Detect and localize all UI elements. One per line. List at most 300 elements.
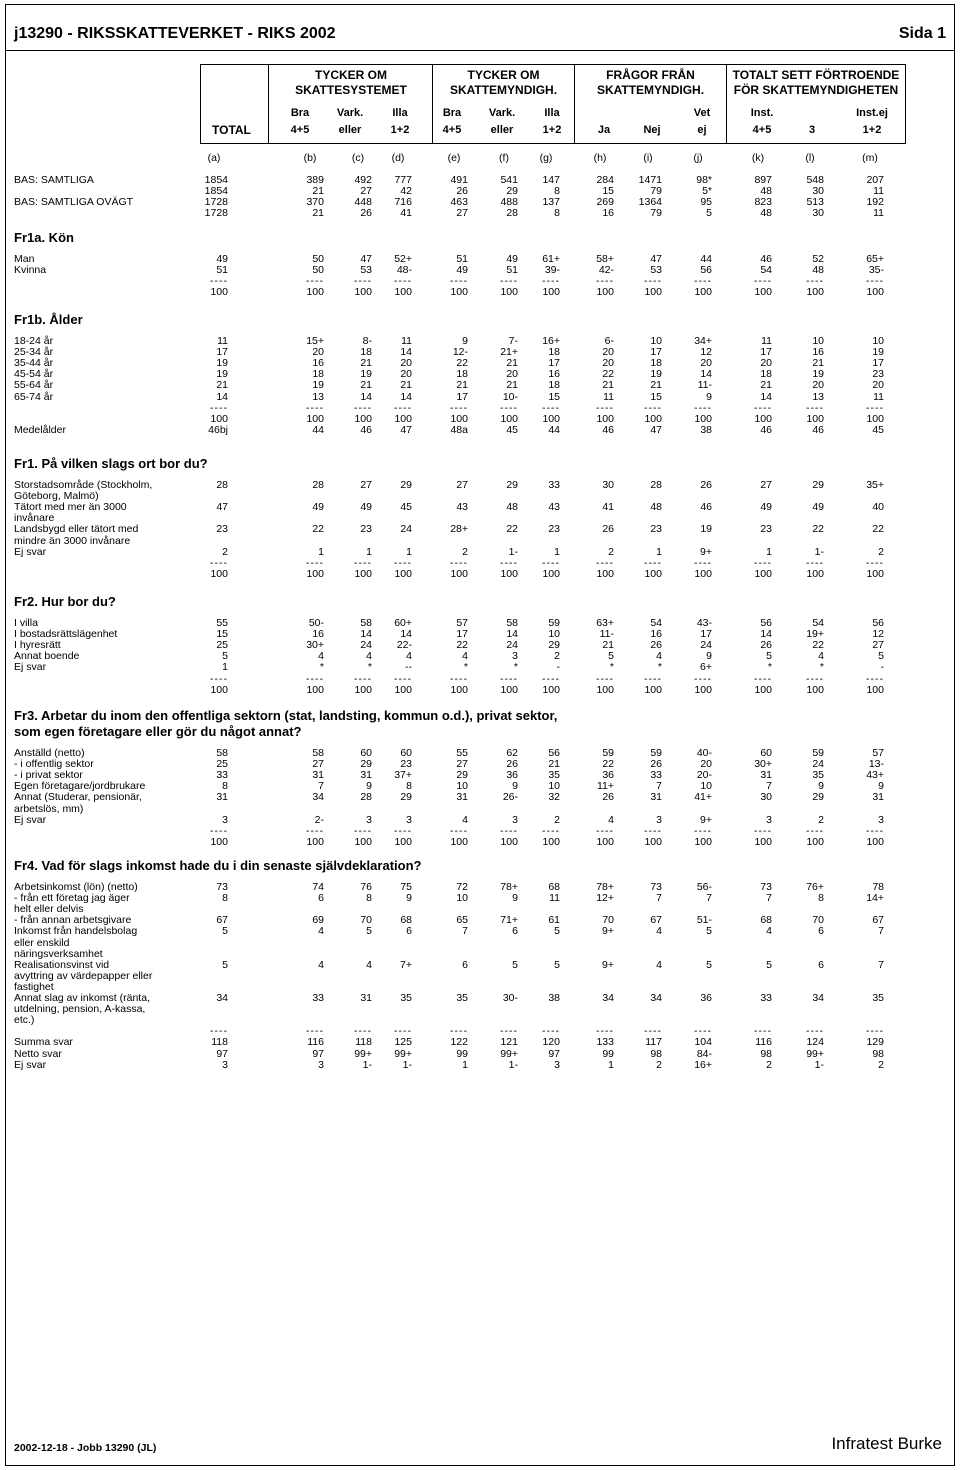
cell-value: 104	[694, 1036, 712, 1049]
cell-value: 14	[760, 628, 772, 641]
cell-value: ----	[694, 672, 712, 685]
cell-value: *	[319, 661, 324, 674]
cell-value: 48	[812, 264, 824, 277]
cell-value: 100	[596, 835, 614, 848]
cell-value: 98*	[696, 174, 712, 186]
cell-value: 100	[754, 412, 772, 425]
cell-value: 46	[700, 501, 712, 514]
cell-value: 1-	[508, 1058, 518, 1071]
cell-value: 22	[312, 523, 324, 536]
cell-value: 463	[450, 196, 468, 209]
cell-value: ----	[450, 556, 468, 569]
cell-value: 17	[456, 628, 468, 641]
cell-value: 70	[602, 914, 614, 927]
column-id: (m)	[862, 152, 878, 164]
cell-value: 9	[366, 780, 372, 793]
cell-value: 9	[462, 335, 468, 347]
subheader-bottom: ej	[697, 124, 707, 136]
cell-value: 5	[222, 958, 228, 971]
cell-value: 11	[873, 185, 884, 198]
cell-value: 30+	[754, 758, 772, 771]
column-divider	[268, 64, 269, 144]
cell-value: 63+	[596, 617, 614, 629]
cell-value: ----	[806, 401, 824, 414]
cell-value: 11	[873, 207, 884, 220]
cell-value: 7	[766, 780, 772, 793]
cell-value: 20	[312, 346, 324, 359]
cell-value: 20	[760, 357, 772, 370]
cell-value: 58	[312, 747, 324, 759]
cell-value: ----	[542, 401, 560, 414]
table-row	[0, 882, 960, 893]
cell-value: 46	[360, 423, 372, 436]
cell-value: 548	[806, 174, 824, 186]
subheader-bottom: eller	[490, 124, 514, 136]
cell-value: 12-	[452, 346, 468, 359]
cell-value: 147	[542, 174, 560, 186]
cell-value: 34	[216, 992, 228, 1004]
cell-value: 17	[548, 357, 560, 370]
cell-value: 7	[766, 892, 772, 905]
row-label: Ej svar	[14, 661, 47, 674]
cell-value: 1728	[204, 207, 228, 220]
cell-value: 26	[506, 758, 518, 771]
cell-value: 24	[400, 523, 412, 536]
cell-value: 10	[548, 628, 560, 641]
cell-value: 100	[866, 683, 884, 696]
cell-value: 3	[554, 1058, 560, 1071]
cell-value: 100	[354, 567, 372, 580]
cell-value: 22	[872, 523, 884, 536]
cell-value: 100	[644, 412, 662, 425]
cell-value: 18	[456, 368, 468, 381]
cell-value: 30	[602, 479, 614, 491]
cell-value: 20	[602, 346, 614, 359]
cell-value: 10	[872, 335, 884, 347]
cell-value: ----	[806, 556, 824, 569]
cell-value: 100	[694, 412, 712, 425]
cell-value: ----	[754, 1025, 772, 1038]
cell-value: 46bj	[208, 423, 228, 436]
cell-value: 27	[456, 758, 468, 771]
cell-value: 11-	[599, 628, 614, 641]
cell-value: 100	[596, 683, 614, 696]
cell-value: ----	[754, 672, 772, 685]
cell-value: 51	[506, 264, 518, 277]
cell-value: 98	[650, 1047, 662, 1060]
cell-value: 15	[650, 390, 662, 403]
cell-value: 5	[222, 925, 228, 938]
cell-value: 36	[506, 769, 518, 782]
section-title: Fr2. Hur bor du?	[14, 594, 116, 609]
cell-value: 19	[216, 357, 228, 370]
row-label: 35-44 år	[14, 357, 54, 370]
cell-value: ----	[542, 1025, 560, 1038]
cell-value: 73	[216, 881, 228, 893]
subheader-top: Vark.	[336, 107, 364, 119]
cell-value: 56-	[696, 881, 712, 893]
cell-value: 43-	[696, 617, 712, 629]
cell-value: 26	[602, 791, 614, 804]
cell-value: 5*	[702, 185, 712, 198]
cell-value: 46	[812, 423, 824, 436]
cell-value: 1-	[508, 545, 518, 558]
cell-value: 100	[210, 835, 228, 848]
cell-value: 68	[400, 914, 412, 927]
cell-value: 100	[866, 567, 884, 580]
row-label: Storstadsområde (Stockholm,	[14, 479, 153, 491]
header-group-2: TYCKER OM SKATTEMYNDIGH.	[449, 68, 558, 97]
cell-value: 29	[456, 769, 468, 782]
cell-value: 6	[406, 925, 412, 938]
cell-value: 9+	[700, 545, 712, 558]
cell-value: 16+	[694, 1058, 712, 1071]
cell-value: 36	[602, 769, 614, 782]
cell-value: 97	[312, 1047, 324, 1060]
cell-value: 20	[872, 379, 884, 392]
cell-value: *	[513, 661, 518, 674]
cell-value: 17	[216, 346, 228, 359]
cell-value: 207	[866, 174, 884, 186]
cell-value: 15	[216, 628, 228, 641]
cell-value: 14	[360, 628, 372, 641]
cell-value: 29	[548, 639, 560, 652]
table-row	[0, 949, 960, 960]
cell-value: ----	[306, 1025, 324, 1038]
cell-value: 11	[873, 390, 884, 403]
subheader-bottom: Ja	[597, 124, 611, 136]
cell-value: 45	[506, 423, 518, 436]
cell-value: 60	[400, 747, 412, 759]
cell-value: 1	[656, 545, 662, 558]
cell-value: 118	[211, 1036, 228, 1049]
cell-value: 100	[644, 835, 662, 848]
row-label: Göteborg, Malmö)	[14, 490, 99, 503]
cell-value: 38	[700, 423, 712, 436]
cell-value: 15+	[306, 335, 324, 347]
cell-value: 19	[216, 368, 228, 381]
cell-value: 22	[812, 639, 824, 652]
subheader-top: Vet	[693, 107, 711, 119]
cell-value: 70	[360, 914, 372, 927]
cell-value: 46	[760, 423, 772, 436]
cell-value: 7+	[400, 958, 412, 971]
table-row	[0, 938, 960, 949]
cell-value: 7	[878, 958, 884, 971]
cell-value: 21	[360, 379, 372, 392]
table-row	[0, 480, 960, 491]
cell-value: 58	[216, 747, 228, 759]
cell-value: ----	[644, 401, 662, 414]
cell-value: 68	[548, 881, 560, 893]
cell-value: ----	[210, 672, 228, 685]
cell-value: ----	[354, 556, 372, 569]
cell-value: ----	[596, 672, 614, 685]
cell-value: 19	[650, 368, 662, 381]
cell-value: ----	[754, 401, 772, 414]
cell-value: 17	[456, 390, 468, 403]
cell-value: ----	[644, 672, 662, 685]
cell-value: 37+	[394, 769, 412, 782]
cell-value: 1854	[204, 174, 228, 186]
subheader-top: Bra	[442, 107, 462, 119]
cell-value: 370	[306, 196, 324, 209]
column-id: (f)	[499, 152, 509, 164]
cell-value: 9	[512, 892, 518, 905]
row-label: - från ett företag jag äger	[14, 892, 130, 905]
row-label: näringsverksamhet	[14, 947, 103, 960]
cell-value: 26	[760, 639, 772, 652]
cell-value: ----	[806, 824, 824, 837]
cell-value: 1	[366, 545, 372, 558]
table-row	[0, 425, 960, 436]
table-row	[0, 287, 960, 298]
cell-value: 1	[222, 661, 228, 674]
cell-value: 8	[222, 892, 228, 905]
cell-value: 541	[500, 174, 518, 186]
cell-value: 100	[306, 412, 324, 425]
cell-value: 100	[500, 412, 518, 425]
cell-value: 76+	[806, 881, 824, 893]
column-id: (d)	[391, 152, 405, 164]
cell-value: 79	[650, 207, 662, 220]
cell-value: 100	[806, 412, 824, 425]
cell-value: 38	[548, 992, 560, 1004]
cell-value: 31	[760, 769, 772, 782]
cell-value: 20	[400, 357, 412, 370]
cell-value: ----	[450, 275, 468, 288]
cell-value: 10	[456, 780, 468, 793]
cell-value: 51	[456, 253, 468, 265]
row-label: - i offentlig sektor	[14, 758, 94, 771]
table-row	[0, 547, 960, 558]
cell-value: 71+	[500, 914, 518, 927]
cell-value: 59	[812, 747, 824, 759]
cell-value: 11	[761, 335, 772, 347]
cell-value: 45	[400, 501, 412, 514]
cell-value: 78	[872, 881, 884, 893]
subheader-bottom: 4+5	[290, 124, 310, 136]
cell-value: 5	[706, 207, 712, 220]
cell-value: 20	[602, 357, 614, 370]
cell-value: 21	[216, 379, 228, 392]
cell-value: 100	[450, 683, 468, 696]
column-id: (i)	[643, 152, 653, 164]
cell-value: 3	[766, 813, 772, 826]
cell-value: 777	[394, 174, 412, 186]
cell-value: 18	[312, 368, 324, 381]
cell-value: 100	[450, 835, 468, 848]
cell-value: 50	[312, 264, 324, 277]
column-id: (l)	[805, 152, 815, 164]
cell-value: 75	[400, 881, 412, 893]
cell-value: 33	[760, 992, 772, 1004]
cell-value: 35-	[868, 264, 884, 277]
subheader-top: Inst.	[750, 107, 774, 119]
cell-value: 18	[548, 379, 560, 392]
cell-value: 2	[818, 813, 824, 826]
cell-value: 5	[366, 925, 372, 938]
column-id: (b)	[303, 152, 317, 164]
row-label: Netto svar	[14, 1047, 62, 1060]
cell-value: 100	[394, 683, 412, 696]
cell-value: 3	[222, 1058, 228, 1071]
cell-value: 7	[462, 925, 468, 938]
section-title: Fr1a. Kön	[14, 230, 74, 245]
cell-value: 8	[818, 892, 824, 905]
row-label: Kvinna	[14, 264, 47, 277]
cell-value: 33	[548, 479, 560, 491]
cell-value: 100	[500, 683, 518, 696]
cell-value: 17	[700, 628, 712, 641]
cell-value: 116	[755, 1036, 772, 1049]
cell-value: 4	[366, 958, 372, 971]
cell-value: 34	[650, 992, 662, 1004]
cell-value: 60	[760, 747, 772, 759]
cell-value: 100	[596, 286, 614, 299]
footer-date: 2002-12-18 - Jobb 13290 (JL)	[14, 1442, 157, 1454]
cell-value: ----	[694, 1025, 712, 1038]
section-title-continued: som egen företagare eller gör du något annat?	[14, 724, 302, 739]
cell-value: 30	[760, 791, 772, 804]
table-row	[0, 536, 960, 547]
cell-value: 100	[596, 412, 614, 425]
cell-value: 27	[456, 207, 468, 220]
cell-value: 30	[812, 207, 824, 220]
cell-value: 28	[650, 479, 662, 491]
cell-value: 61+	[542, 253, 560, 265]
cell-value: 23	[360, 523, 372, 536]
cell-value: 7	[706, 892, 712, 905]
cell-value: 29	[812, 791, 824, 804]
cell-value: 7	[318, 780, 324, 793]
cell-value: 51	[216, 264, 228, 277]
cell-value: 27	[872, 639, 884, 652]
cell-value: 2	[554, 650, 560, 663]
cell-value: 59	[650, 747, 662, 759]
cell-value: 10	[548, 780, 560, 793]
cell-value: 100	[542, 835, 560, 848]
cell-value: 79	[650, 185, 662, 198]
cell-value: 50	[312, 253, 324, 265]
cell-value: 33	[216, 769, 228, 782]
cell-value: 48	[650, 501, 662, 514]
cell-value: 73	[650, 881, 662, 893]
cell-value: 35	[456, 992, 468, 1004]
cell-value: ----	[806, 672, 824, 685]
cell-value: 53	[650, 264, 662, 277]
cell-value: 137	[542, 196, 560, 209]
row-label: etc.)	[14, 1014, 35, 1027]
cell-value: 99+	[354, 1047, 372, 1060]
cell-value: 21	[812, 357, 824, 370]
cell-value: ----	[542, 672, 560, 685]
cell-value: 28	[360, 791, 372, 804]
cell-value: 100	[450, 412, 468, 425]
column-id: (c)	[351, 152, 365, 164]
cell-value: 4	[656, 650, 662, 663]
cell-value: 49	[812, 501, 824, 514]
cell-value: ----	[694, 824, 712, 837]
cell-value: 39-	[544, 264, 560, 277]
cell-value: 10	[700, 780, 712, 793]
cell-value: 95	[700, 196, 712, 209]
cell-value: 22	[456, 639, 468, 652]
cell-value: 1	[608, 1058, 614, 1071]
cell-value: 24	[700, 639, 712, 652]
cell-value: 29	[506, 185, 518, 198]
cell-value: 125	[394, 1036, 412, 1049]
cell-value: 10-	[502, 390, 518, 403]
section-title: Fr1. På vilken slags ort bor du?	[14, 456, 208, 471]
cell-value: 23	[548, 523, 560, 536]
cell-value: 3	[318, 1058, 324, 1071]
subheader-top: Bra	[290, 107, 310, 119]
cell-value: 14+	[866, 892, 884, 905]
cell-value: ----	[394, 672, 412, 685]
cell-value: 100	[394, 286, 412, 299]
row-label: avyttring av värdepapper eller	[14, 969, 153, 982]
row-label: invånare	[14, 512, 55, 525]
cell-value: ----	[866, 401, 884, 414]
page-number: Sida 1	[898, 25, 946, 42]
cell-value: 33	[312, 992, 324, 1004]
cell-value: 69	[312, 914, 324, 927]
cell-value: 14	[400, 346, 412, 359]
cell-value: 100	[754, 683, 772, 696]
cell-value: 20	[506, 368, 518, 381]
cell-value: 48a	[450, 423, 468, 436]
cell-value: 41+	[694, 791, 712, 804]
cell-value: 100	[866, 412, 884, 425]
cell-value: 21	[312, 185, 324, 198]
row-label: I hyresrätt	[14, 639, 61, 652]
cell-value: 10	[456, 892, 468, 905]
cell-value: 100	[806, 286, 824, 299]
table-row	[0, 804, 960, 815]
cell-value: 11-	[697, 379, 712, 392]
cell-value: 21	[400, 379, 412, 392]
cell-value: 5	[766, 650, 772, 663]
cell-value: 5	[222, 650, 228, 663]
cell-value: 1	[318, 545, 324, 558]
cell-value: 492	[354, 174, 372, 186]
cell-value: 9	[512, 780, 518, 793]
cell-value: ----	[866, 672, 884, 685]
cell-value: 49	[506, 253, 518, 265]
cell-value: 20	[812, 379, 824, 392]
cell-value: 18	[548, 346, 560, 359]
cell-value: ----	[354, 672, 372, 685]
cell-value: 9	[406, 892, 412, 905]
cell-value: 100	[644, 683, 662, 696]
table-row	[0, 815, 960, 826]
cell-value: 100	[500, 286, 518, 299]
cell-value: ----	[694, 275, 712, 288]
total-header: TOTAL	[212, 123, 251, 137]
cell-value: 44	[312, 423, 324, 436]
cell-value: 43+	[866, 769, 884, 782]
cell-value: 6-	[604, 335, 614, 347]
cell-value: 9+	[602, 958, 614, 971]
cell-value: 47	[216, 501, 228, 514]
cell-value: *	[767, 661, 772, 674]
cell-value: *	[463, 661, 468, 674]
cell-value: 3	[512, 650, 518, 663]
cell-value: 19	[872, 346, 884, 359]
cell-value: 49	[312, 501, 324, 514]
cell-value: ----	[806, 275, 824, 288]
